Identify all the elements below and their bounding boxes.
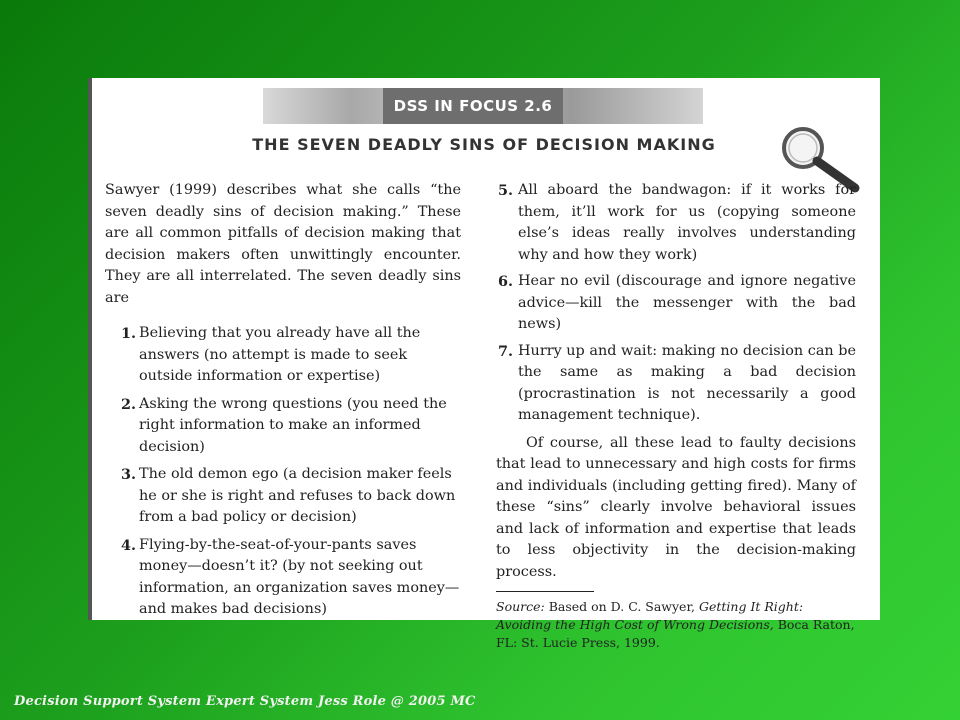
- sin-text: Flying-by-the-seat-of-your-pants saves money—doesn’t it? (by not seeking out information, an organization saves money—and makes bad decisions): [139, 536, 460, 617]
- sin-item-4: [105, 535, 461, 621]
- banner-label: DSS IN FOCUS 2.6: [383, 88, 563, 124]
- sin-text: All aboard the bandwagon: if it works for them, it’ll work for us (copying someone else’s ideas really involves understanding why and how they work): [518, 182, 856, 263]
- sin-number: 1.: [121, 325, 137, 342]
- slide-footer: Decision Support System Expert System Jess Role @ 2005 MC: [14, 694, 476, 709]
- sin-item-7: [496, 341, 856, 427]
- sin-number: 3.: [121, 466, 137, 483]
- source-divider: [496, 591, 594, 592]
- sin-number: 2.: [121, 395, 137, 413]
- source-prefix: Based on D. C. Sawyer,: [544, 599, 699, 614]
- page-edge: [88, 78, 92, 620]
- sin-text: Hear no evil (discourage and ignore negative advice—kill the messenger with the bad news): [518, 273, 856, 332]
- sin-number: 7.: [498, 342, 514, 360]
- source-book-title: Getting It Right: Avoiding the High Cost of Wrong Decisions,: [496, 599, 804, 632]
- left-column: [105, 180, 461, 621]
- intro-paragraph: Sawyer (1999) describes what she calls “the seven deadly sins of decision making.” These are all common pitfalls of decision making that decision makers often unwittingly encounter. They are all interrelated. The seven deadly sins are: [105, 182, 461, 306]
- sin-number: 6.: [498, 273, 514, 290]
- sin-item-5: [496, 180, 856, 266]
- sin-text: The old demon ego (a decision maker feels he or she is right and refuses to back down from a bad policy or decision): [139, 466, 456, 525]
- sin-number: 5.: [498, 182, 514, 199]
- right-column: [496, 180, 856, 652]
- sin-text: Asking the wrong questions (you need the right information to make an informed decision): [139, 395, 447, 455]
- sin-text: Hurry up and wait: making no decision can be the same as making a bad decision (procrastination is not necessarily a good management technique).: [518, 342, 856, 423]
- sin-text: Believing that you already have all the answers (no attempt is made to seek outside information or expertise): [139, 325, 421, 384]
- closing-paragraph: Of course, all these lead to faulty decisions that lead to unnecessary and high costs for firms and individuals (including getting fired). Many of these “sins” clearly involve behavioral issues and lack of information and expertise that leads to less objectivity in the decision-making process.: [496, 434, 856, 580]
- sin-item-6: [496, 271, 856, 336]
- scanned-page: [88, 78, 880, 650]
- page-title: THE SEVEN DEADLY SINS OF DECISION MAKING: [252, 135, 716, 154]
- source-label: Source:: [496, 599, 545, 614]
- sin-number: 4.: [121, 536, 137, 554]
- sin-item-3: [105, 464, 461, 529]
- source-citation: [496, 598, 856, 652]
- sin-item-2: [105, 394, 461, 459]
- sin-item-1: [105, 323, 461, 388]
- source-suffix: Boca Raton, FL: St. Lucie Press, 1999.: [496, 617, 855, 650]
